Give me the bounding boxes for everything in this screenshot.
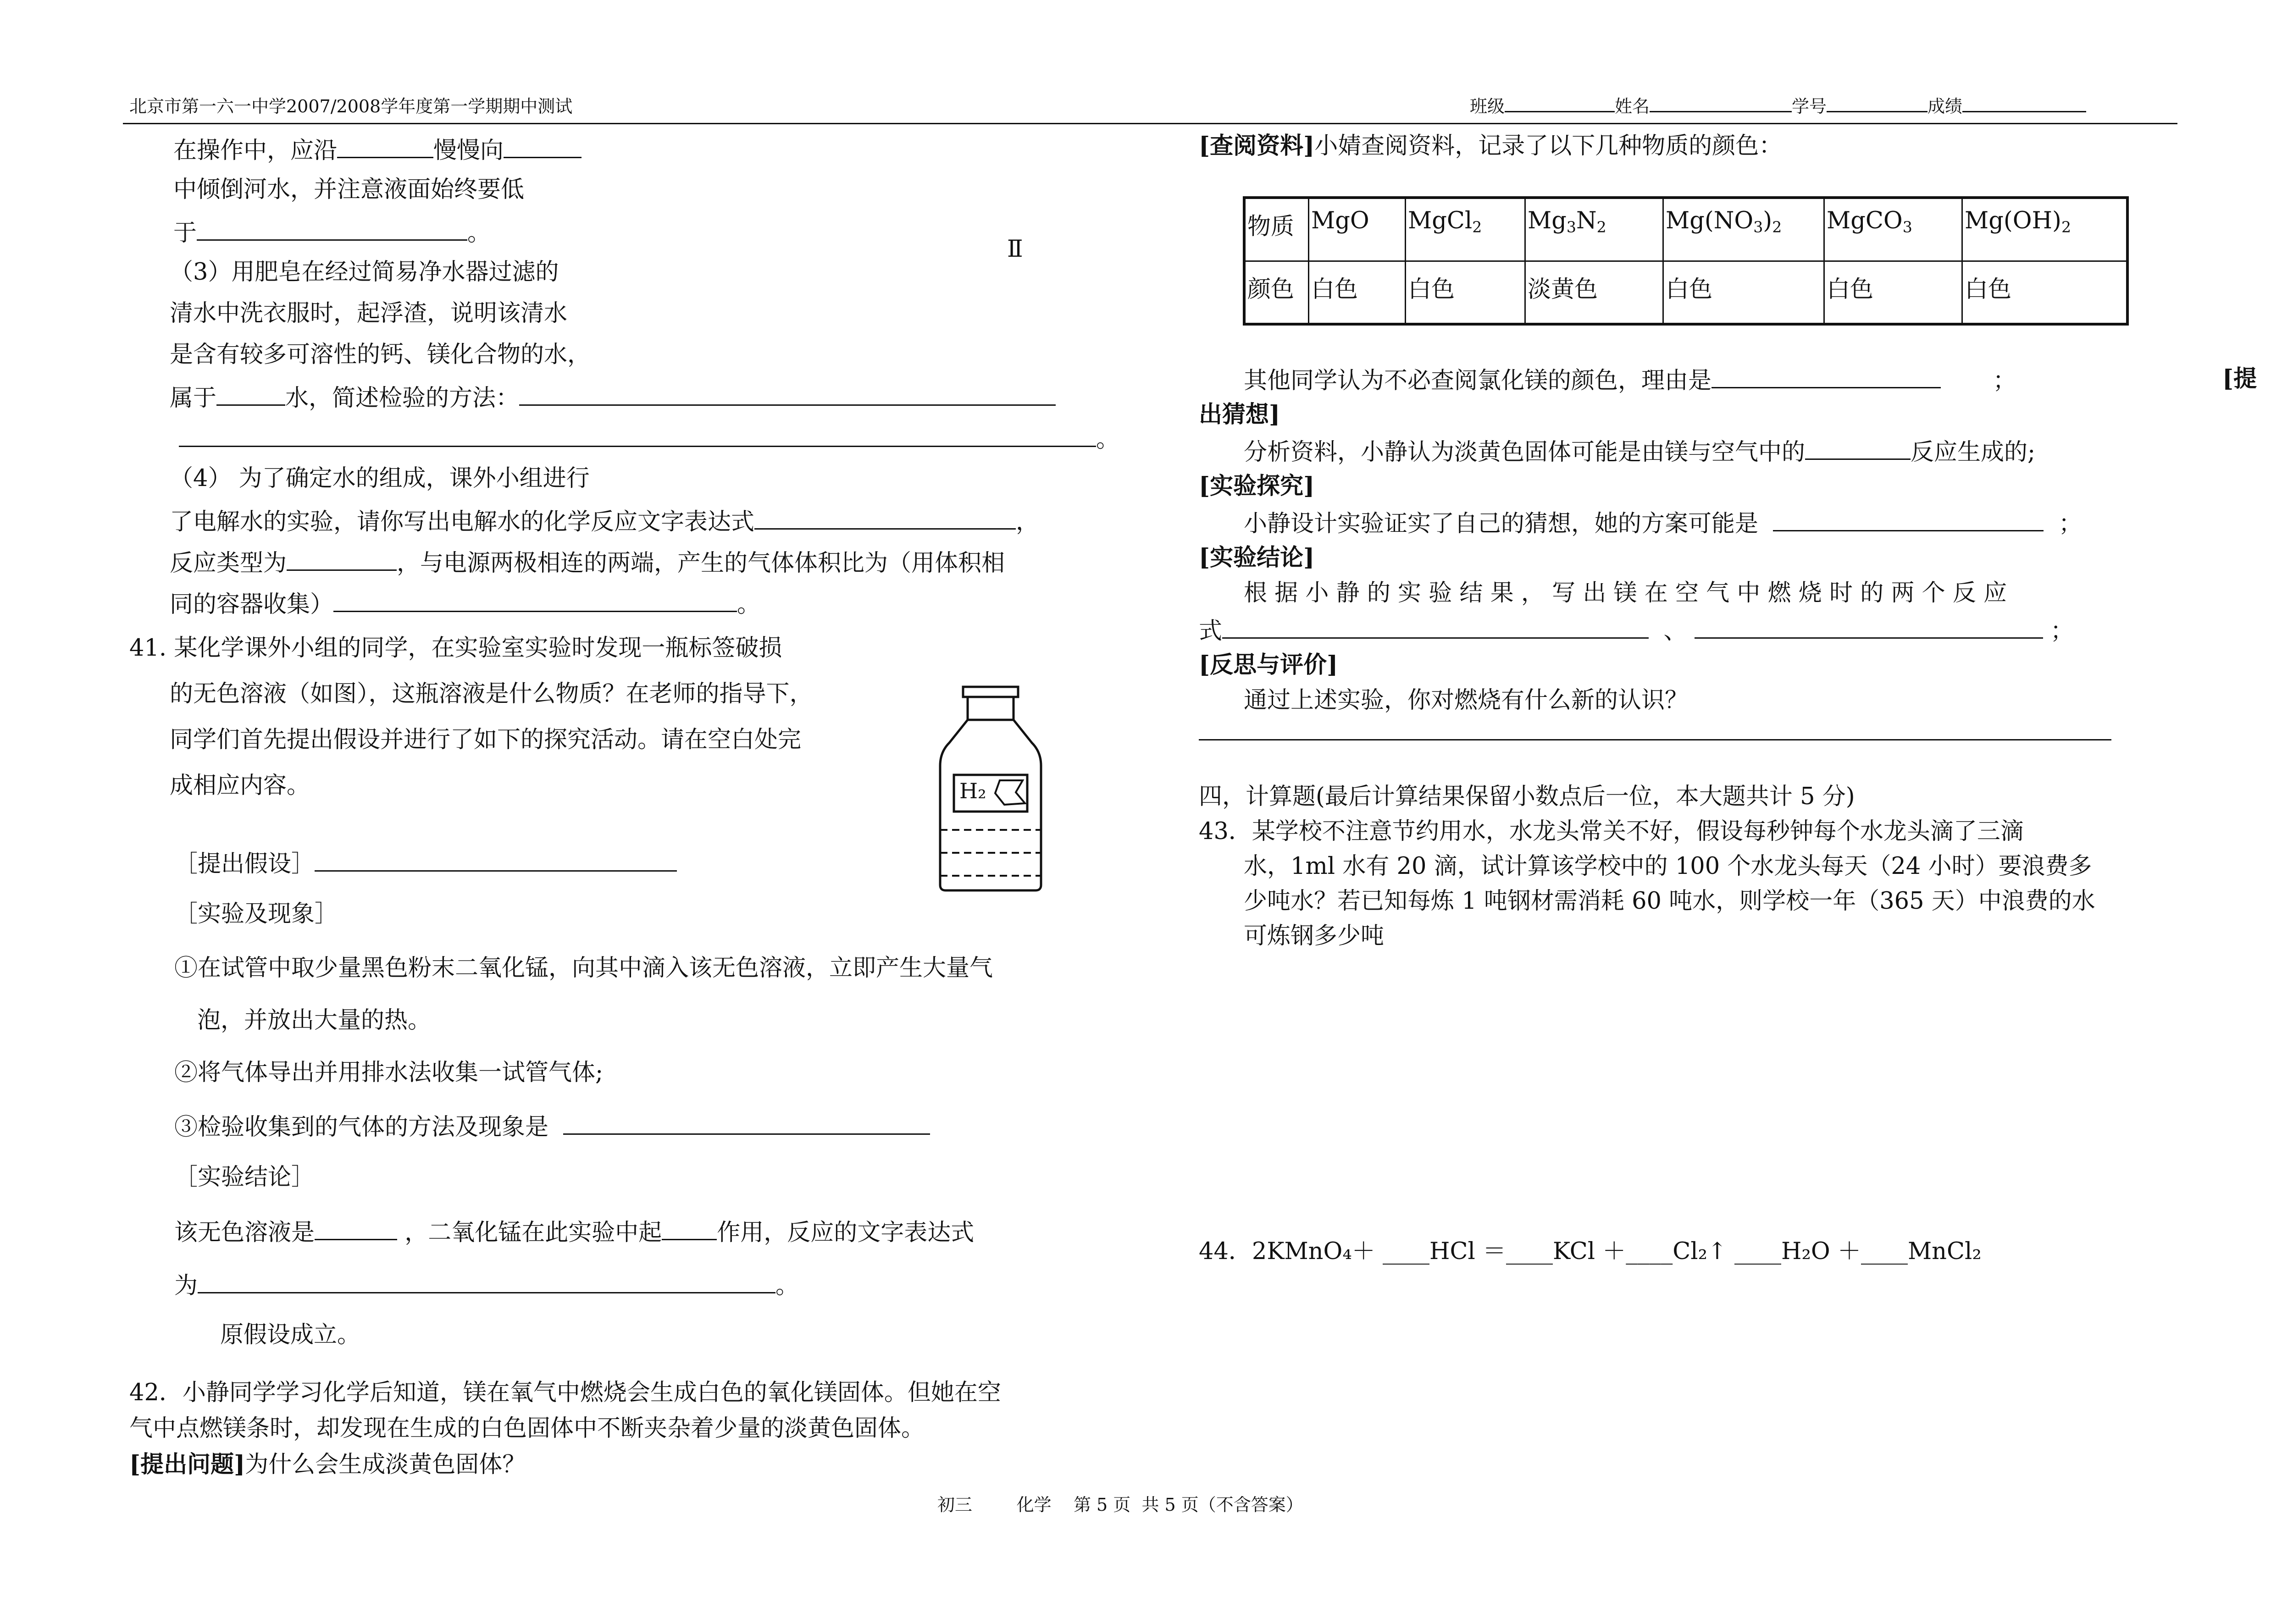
class-label: 班级 [1470, 96, 1505, 116]
q42-line-2: 气中点燃镁条时，却发现在生成的白色固体中不断夹杂着少量的淡黄色固体。 [129, 1415, 925, 1442]
result-line-2: 式 、 ； [1199, 616, 2074, 644]
explore-heading: [实验探究] [1199, 472, 1315, 500]
table-cell: $Mg(OH)_2$ [1962, 198, 2128, 261]
blank-air-component[interactable] [1805, 437, 1911, 460]
bottle-label: H₂ [959, 779, 986, 803]
experiment-step-1b: 泡，并放出大量的热。 [197, 1007, 432, 1034]
experiment-step-2: ②将气体导出并用排水法收集一试管气体; [174, 1059, 604, 1086]
q43-line-3: 少吨水？若已知每炼 1 吨钢材需消耗 60 吨水，则学校一年（365 天）中浪费的水 [1244, 888, 2095, 915]
conclusion-line-1: 该无色溶液是 ，二氧化锰在此实验中起 作用，反应的文字表达式 [174, 1218, 974, 1246]
blank-volume-ratio[interactable] [333, 590, 737, 612]
blank-experiment-plan[interactable] [1773, 509, 2044, 531]
left-line-3: 于 。 [173, 218, 491, 246]
blank-along[interactable] [337, 136, 433, 158]
left-line-1: 在操作中，应沿 慢慢向 [173, 136, 582, 164]
q3-line-2: 清水中洗衣服时，起浮渣，说明该清水 [170, 300, 568, 327]
q42-line-3: [提出问题]为什么会生成淡黄色固体？ [129, 1451, 526, 1478]
table-cell: 白色 [1663, 261, 1824, 324]
blank-lower-than[interactable] [197, 218, 467, 241]
table-row [1244, 198, 2127, 261]
guess-heading-b: 出猜想] [1199, 401, 1280, 428]
reagent-bottle-figure [931, 683, 1050, 894]
roman-numeral: Ⅱ [1007, 236, 1023, 263]
blank-test-method[interactable] [519, 383, 1056, 406]
q3-line-4: 属于 水，简述检验的方法： [170, 383, 1056, 411]
q44-equation[interactable]: 44．2KMnO₄＋ ____HCl ＝____KCl ＋____Cl₂↑ ____H₂O ＋____MnCl₂ [1199, 1238, 1982, 1265]
q43-line-1: 43．某学校不注意节约用水，水龙头常关不好，假设每秒钟每个水龙头滴了三滴 [1199, 818, 2024, 845]
blank-mno2-role[interactable] [662, 1218, 717, 1240]
table-cell: $Mg_3N_2$ [1525, 198, 1663, 261]
reflect-heading: [反思与评价] [1199, 651, 1338, 679]
header-fields [1470, 97, 2086, 116]
id-label: 学号 [1792, 96, 1827, 116]
table-cell: 颜色 [1244, 261, 1309, 324]
score-blank[interactable] [1962, 97, 2086, 112]
name-label: 姓名 [1615, 96, 1650, 116]
table-cell: 白色 [1824, 261, 1962, 324]
table-cell: $Mg(NO_3)_2$ [1663, 198, 1824, 261]
blank-equation-2[interactable] [1695, 616, 2043, 639]
hypothesis-line: ［提出假设］ [174, 849, 677, 877]
blank-electrolysis-expression[interactable] [754, 507, 1016, 530]
blank-into[interactable] [504, 136, 582, 158]
table-cell: 白色 [1309, 261, 1406, 324]
conclusion-line-3: 原假设成立。 [220, 1321, 361, 1348]
q41-line-2: 的无色溶液（如图），这瓶溶液是什么物质？在老师的指导下， [170, 680, 813, 707]
blank-solution-name[interactable] [315, 1218, 397, 1240]
q3-line-5: 。 [179, 425, 1119, 453]
experiment-heading: ［实验及现象］ [174, 900, 338, 928]
result-line-1: 根 据 小 静 的 实 验 结 果 ， 写 出 镁 在 空 气 中 燃 烧 时 的 两 个 反 应 [1244, 580, 2007, 607]
table-cell: MgCO$_3$ [1824, 198, 1962, 261]
table-cell: 白色 [1406, 261, 1525, 324]
blank-word-equation[interactable] [198, 1271, 775, 1293]
table-row [1244, 261, 2127, 324]
q4-line-2: 了电解水的实验，请你写出电解水的化学反应文字表达式 ， [170, 507, 1039, 535]
guess-heading-a: [提 [2222, 365, 2257, 392]
blank-water-type[interactable] [216, 383, 285, 406]
page-footer: 初三 化学 第 5 页 共 5 页（不含答案） [937, 1495, 1303, 1515]
table-cell: 淡黄色 [1525, 261, 1663, 324]
blank-test-method-2[interactable] [179, 425, 1096, 447]
exam-title: 北京市第一六一中学2007/2008学年度第一学期期中测试 [129, 96, 573, 116]
q41-line-3: 同学们首先提出假设并进行了如下的探究活动。请在空白处完 [170, 726, 802, 753]
other-reason-line: 其他同学认为不必查阅氯化镁的颜色，理由是 ； [1244, 366, 2016, 394]
blank-reason[interactable] [1711, 366, 1941, 388]
class-blank[interactable] [1505, 97, 1615, 112]
conclusion-heading: ［实验结论］ [174, 1164, 315, 1191]
guess-line: 分析资料，小静认为淡黄色固体可能是由镁与空气中的 反应生成的; [1244, 437, 2035, 465]
q43-line-4: 可炼钢多少吨 [1244, 922, 1385, 950]
calc-heading: 四，计算题(最后计算结果保留小数点后一位，本大题共计 5 分) [1199, 783, 1855, 810]
substance-color-table [1243, 196, 2129, 326]
table-cell: 白色 [1962, 261, 2128, 324]
q4-line-1: （4） 为了确定水的组成，课外小组进行 [170, 465, 590, 492]
name-blank[interactable] [1650, 97, 1792, 112]
experiment-step-3: ③检验收集到的气体的方法及现象是 [174, 1112, 930, 1140]
q42-line-1: 42．小静同学学习化学后知道，镁在氧气中燃烧会生成白色的氧化镁固体。但她在空 [129, 1379, 1001, 1406]
q4-line-4: 同的容器收集） 。 [170, 590, 760, 618]
table-cell: 物质 [1244, 198, 1309, 261]
score-label: 成绩 [1927, 96, 1963, 116]
q43-line-2: 水，1ml 水有 20 滴，试计算该学校中的 100 个水龙头每天（24 小时）要浪费多 [1244, 853, 2092, 880]
left-line-2: 中倾倒河水，并注意液面始终要低 [173, 176, 525, 203]
q3-line-1: （3）用肥皂在经过简易净水器过滤的 [170, 259, 559, 286]
q3-line-3: 是含有较多可溶性的钙、镁化合物的水， [170, 341, 591, 368]
result-heading: [实验结论] [1199, 544, 1315, 571]
reflect-line: 通过上述实验，你对燃烧有什么新的认识？ [1244, 687, 1689, 714]
reference-line: [查阅资料]小婧查阅资料，记录了以下几种物质的颜色： [1199, 132, 1783, 160]
table-cell: MgCl$_2$ [1406, 198, 1525, 261]
q41-line-4: 成相应内容。 [170, 772, 310, 799]
table-cell: MgO [1309, 198, 1406, 261]
q41-line-1: 41. 某化学课外小组的同学，在实验室实验时发现一瓶标签破损 [129, 635, 782, 662]
explore-line: 小静设计实验证实了自己的猜想，她的方案可能是 ； [1244, 509, 2082, 537]
id-blank[interactable] [1827, 97, 1927, 112]
experiment-step-1a: ①在试管中取少量黑色粉末二氧化锰，向其中滴入该无色溶液，立即产生大量气 [174, 955, 993, 982]
header-rule [123, 123, 2177, 124]
conclusion-line-2: 为 。 [174, 1271, 799, 1299]
reflect-answer-line[interactable] [1199, 739, 2111, 740]
blank-reaction-type[interactable] [287, 548, 397, 571]
blank-equation-1[interactable] [1222, 616, 1649, 639]
q4-line-3: 反应类型为 ，与电源两极相连的两端，产生的气体体积比为（用体积相 [170, 548, 1005, 576]
blank-test-gas[interactable] [563, 1112, 930, 1135]
blank-hypothesis[interactable] [315, 849, 677, 872]
